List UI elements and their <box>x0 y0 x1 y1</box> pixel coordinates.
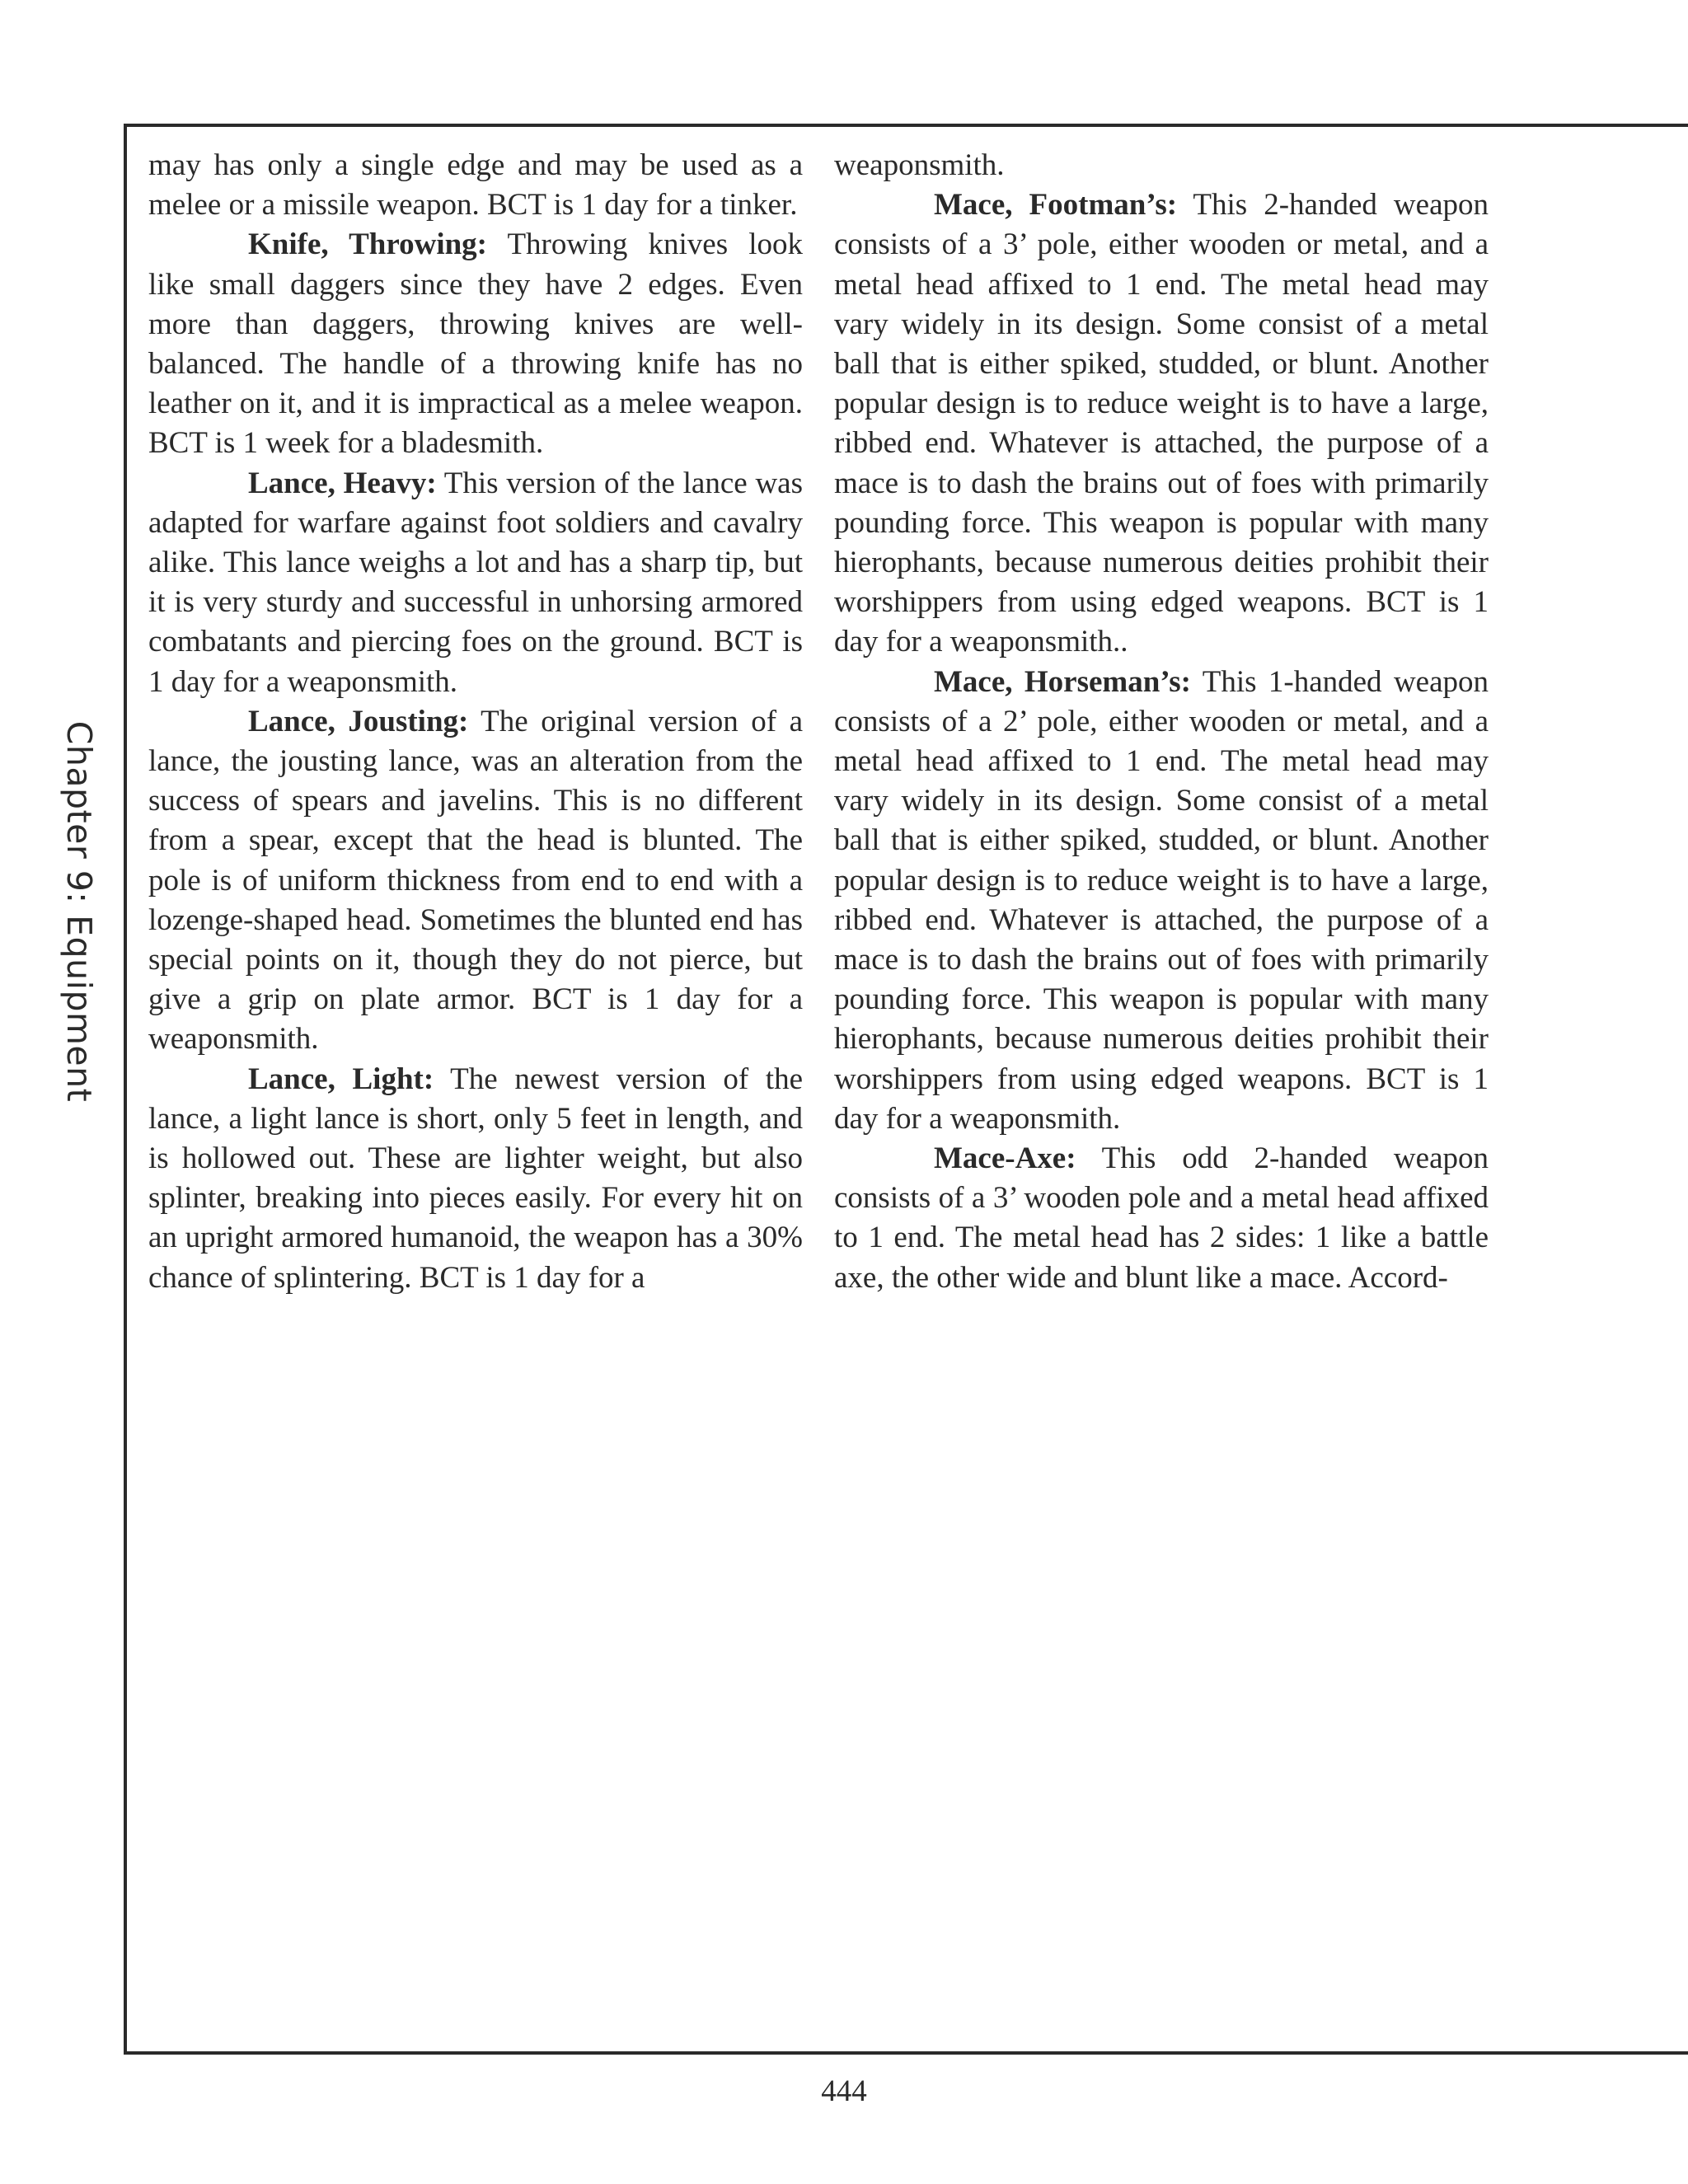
entry-text: This 2-handed weapon consists of a 3’ pole, either wooden or metal, and a metal head affixed to 1 end. The metal head may vary widely in its design. Some consist of a metal ball that is either spiked, studded, or blunt. Another popular design is to reduce weight is to have a large, ribbed end. Whatever is attached, the purpose of a mace is to dash the brains out of foes with primarily pounding force. This weapon is popular with many hierophants, because numerous deities prohibit their worshippers from using edged weapons. BCT is 1 day for a weaponsmith.. <box>834 188 1489 659</box>
entry-term: Lance, Light: <box>248 1062 434 1096</box>
entry-mace-horsemans <box>834 663 1489 1139</box>
entry-text: This version of the lance was adapted for warfare against foot soldiers and cavalry alike. This lance weighs a lot and has a sharp tip, but it is very sturdy and successful in unhorsing armored combatants and piercing foes on the ground. BCT is 1 day for a weaponsmith. <box>148 466 803 699</box>
entry-term: Knife, Throwing: <box>248 227 487 262</box>
chapter-label-text: Chapter 9: Equipment <box>59 720 99 1103</box>
entry-term: Mace, Horseman’s: <box>934 664 1191 699</box>
entry-text: Throwing knives look like small daggers since they have 2 edges. Even more than daggers, throwing knives are well-balanced. The handle of a throwing knife has no leather on it, and it is impractical as a melee weapon. BCT is 1 week for a bladesmith. <box>148 227 803 461</box>
entry-term: Mace, Footman’s: <box>934 188 1178 223</box>
entry-lance-jousting <box>148 702 803 1060</box>
entry-text: This odd 2-handed weapon consists of a 3’ wooden pole and a metal head affixed to 1 end. The metal head has 2 sides: 1 like a battle axe, the other wide and blunt like a mace. Accord- <box>834 1141 1489 1295</box>
entry-lance-heavy <box>148 464 803 702</box>
entry-text: The original version of a lance, the jousting lance, was an alteration from the success of spears and javelins. This is no different from a spear, except that the head is blunted. The pole is of uniform thickness from end to end with a lozenge-shaped head. Sometimes the blunted end has special points on it, though they do not pierce, but give a grip on plate armor. BCT is 1 day for a weaponsmith. <box>148 704 803 1057</box>
left-column <box>148 146 803 1298</box>
page-number: 444 <box>821 2074 867 2108</box>
right-column <box>834 146 1489 1298</box>
entry-term: Mace-Axe: <box>934 1141 1076 1176</box>
entry-mace-axe <box>834 1139 1489 1298</box>
entry-text: The newest version of the lance, a light lance is short, only 5 feet in length, and is hollowed out. These are lighter weight, but also splinter, breaking into pieces easily. For every hit on an upright armored humanoid, the weapon has a 30% chance of splintering. BCT is 1 day for a <box>148 1062 804 1295</box>
entry-term: Lance, Jousting: <box>248 704 469 738</box>
entry-mace-footmans <box>834 185 1489 662</box>
entry-lance-light <box>148 1060 803 1298</box>
entry-term: Lance, Heavy: <box>248 466 437 500</box>
entry-text: This 1-handed weapon consists of a 2’ pole, either wooden or metal, and a metal head affixed to 1 end. The metal head may vary widely in its design. Some consist of a metal ball that is either spiked, studded, or blunt. Another popular design is to reduce weight is to have a large, ribbed end. Whatever is attached, the purpose of a mace is to dash the brains out of foes with primarily pounding force. This weapon is popular with many hierophants, because numerous deities prohibit their worshippers from using edged weapons. BCT is 1 day for a weaponsmith. <box>834 664 1489 1136</box>
left-continuation-paragraph: may has only a single edge and may be used as a melee or a missile weapon. BCT is 1 day for a tinker. <box>148 148 803 223</box>
right-continuation-paragraph: weaponsmith. <box>834 148 1005 182</box>
entry-knife-throwing <box>148 225 803 463</box>
